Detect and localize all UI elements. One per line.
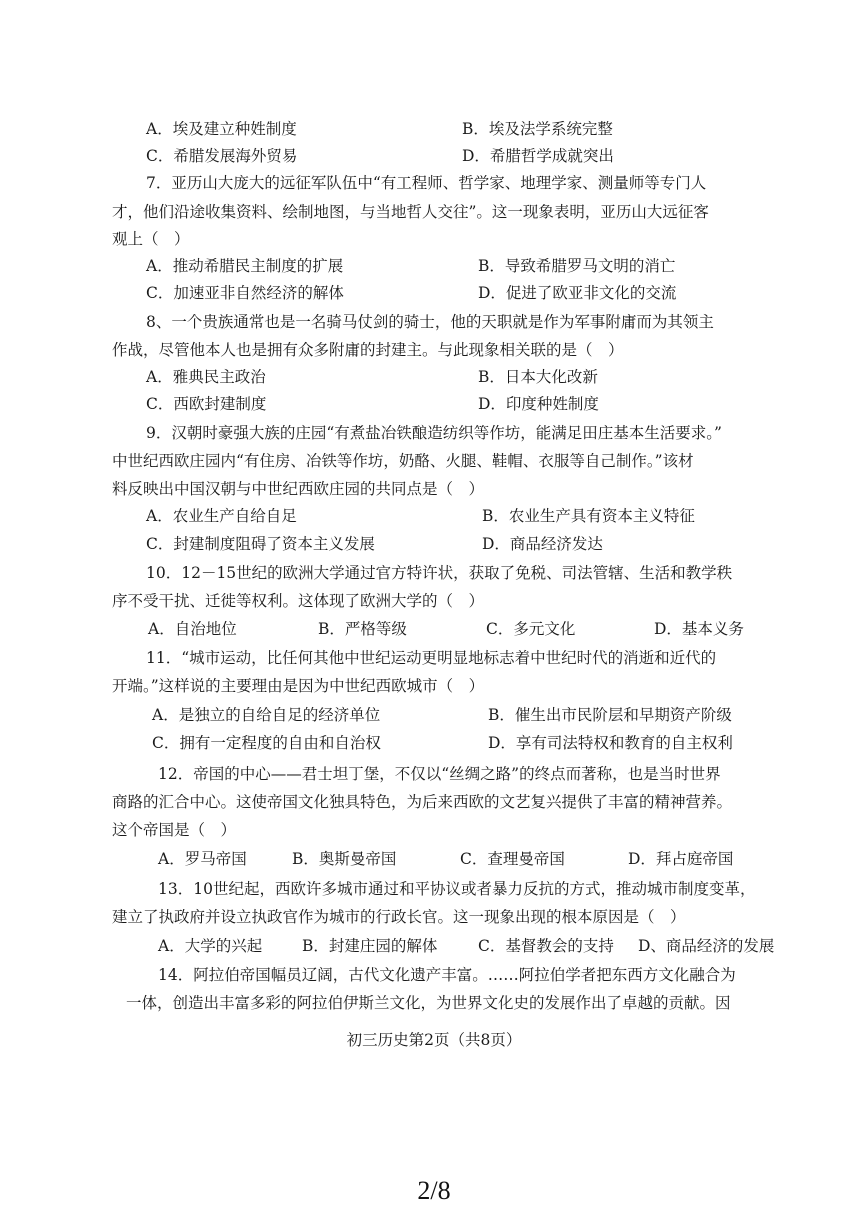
q11-option-c: C．拥有一定程度的自由和自治权 [152, 734, 381, 752]
q12-stem-line3: 这个帝国是（ ） [112, 821, 237, 839]
q8-option-a: A．雅典民主政治 [146, 368, 266, 386]
q6-option-c: C．希腊发展海外贸易 [146, 147, 298, 165]
q9-option-d: D．商品经济发达 [482, 535, 603, 553]
q11-option-a: A．是独立的自给自足的经济单位 [152, 706, 381, 724]
q7-stem-line1: 7．亚历山大庞大的远征军队伍中“有工程师、哲学家、地理学家、测量师等专门人 [146, 174, 707, 192]
q13-stem-line1: 13．10世纪起，西欧许多城市通过和平协议或者暴力反抗的方式，推动城市制度变革， [158, 880, 756, 898]
q6-option-b: B．埃及法学系统完整 [462, 120, 613, 138]
q10-option-d: D．基本义务 [654, 620, 744, 638]
q11-stem-line1: 11．“城市运动，比任何其他中世纪运动更明显地标志着中世纪时代的消逝和近代的 [146, 649, 717, 667]
q12-stem-line2: 商路的汇合中心。这使帝国文化独具特色，为后来西欧的文艺复兴提供了丰富的精神营养。 [112, 793, 733, 811]
q10-stem-line1: 10．12－15世纪的欧洲大学通过官方特许状，获取了免税、司法管辖、生活和教学秩 [146, 564, 733, 582]
q12-option-b: B．奥斯曼帝国 [292, 850, 397, 868]
q9-option-c: C．封建制度阻碍了资本主义发展 [146, 535, 375, 553]
q14-stem-line1: 14．阿拉伯帝国幅员辽阔，古代文化遗产丰富。……阿拉伯学者把东西方文化融合为 [158, 966, 736, 984]
q6-option-d: D．希腊哲学成就突出 [462, 147, 614, 165]
q11-option-b: B．催生出市民阶层和早期资产阶级 [488, 706, 732, 724]
q12-option-a: A．罗马帝国 [158, 850, 247, 868]
q8-option-b: B．日本大化改新 [478, 368, 598, 386]
q14-stem-line2: 一体，创造出丰富多彩的阿拉伯伊斯兰文化，为世界文化史的发展作出了卓越的贡献。因 [126, 994, 731, 1012]
q10-option-a: A．自治地位 [148, 620, 237, 638]
q12-option-d: D．拜占庭帝国 [628, 850, 734, 868]
q13-option-d: D、商品经济的发展 [638, 937, 775, 955]
q10-stem-line2: 序不受干扰、迁徙等权利。这体现了欧洲大学的（ ） [112, 592, 485, 610]
q8-option-d: D．印度种姓制度 [478, 395, 599, 413]
q9-option-a: A．农业生产自给自足 [146, 507, 297, 525]
q8-option-c: C．西欧封建制度 [146, 395, 267, 413]
q13-stem-line2: 建立了执政府并设立执政官作为城市的行政长官。这一现象出现的根本原因是（ ） [112, 908, 686, 926]
q11-option-d: D．享有司法特权和教育的自主权利 [488, 734, 733, 752]
q7-stem-line3: 观上（ ） [112, 230, 190, 248]
q10-option-c: C．多元文化 [486, 620, 576, 638]
q9-stem-line1: 9．汉朝时豪强大族的庄园“有煮盐冶铁酿造纺织等作坊，能满足田庄基本生活要求。” [146, 424, 722, 442]
q8-stem-line2: 作战，尽管他本人也是拥有众多附庸的封建主。与此现象相关联的是（ ） [112, 341, 624, 359]
q13-option-c: C．基督教会的支持 [478, 937, 614, 955]
q8-stem-line1: 8、一个贵族通常也是一名骑马仗剑的骑士，他的天职就是作为军事附庸而为其领主 [146, 313, 714, 331]
q11-stem-line2: 开端。”这样说的主要理由是因为中世纪西欧城市（ ） [112, 677, 485, 695]
q10-option-b: B．严格等级 [318, 620, 407, 638]
q7-option-b: B．导致希腊罗马文明的消亡 [478, 257, 676, 275]
page-footer: 初三历史第2页（共8页） [346, 1031, 522, 1049]
q7-stem-line2: 才，他们沿途收集资料、绘制地图，与当地哲人交往”。这一现象表明，亚历山大远征客 [112, 203, 709, 221]
page-number: 2/8 [417, 1176, 451, 1205]
q9-option-b: B．农业生产具有资本主义特征 [482, 507, 695, 525]
q9-stem-line2: 中世纪西欧庄园内“有住房、冶铁等作坊，奶酪、火腿、鞋帽、衣服等自己制作。”该材 [112, 452, 694, 470]
q6-option-a: A．埃及建立种姓制度 [146, 120, 297, 138]
q7-option-a: A．推动希腊民主制度的扩展 [146, 257, 344, 275]
q7-option-c: C．加速亚非自然经济的解体 [146, 284, 344, 302]
q13-option-a: A．大学的兴起 [158, 937, 263, 955]
q7-option-d: D．促进了欧亚非文化的交流 [478, 284, 677, 302]
q13-option-b: B．封建庄园的解体 [302, 937, 438, 955]
q12-option-c: C．查理曼帝国 [460, 850, 565, 868]
q12-stem-line1: 12．帝国的中心——君士坦丁堡，不仅以“丝绸之路”的终点而著称，也是当时世界 [158, 765, 721, 783]
q9-stem-line3: 料反映出中国汉朝与中世纪西欧庄园的共同点是（ ） [112, 480, 485, 498]
